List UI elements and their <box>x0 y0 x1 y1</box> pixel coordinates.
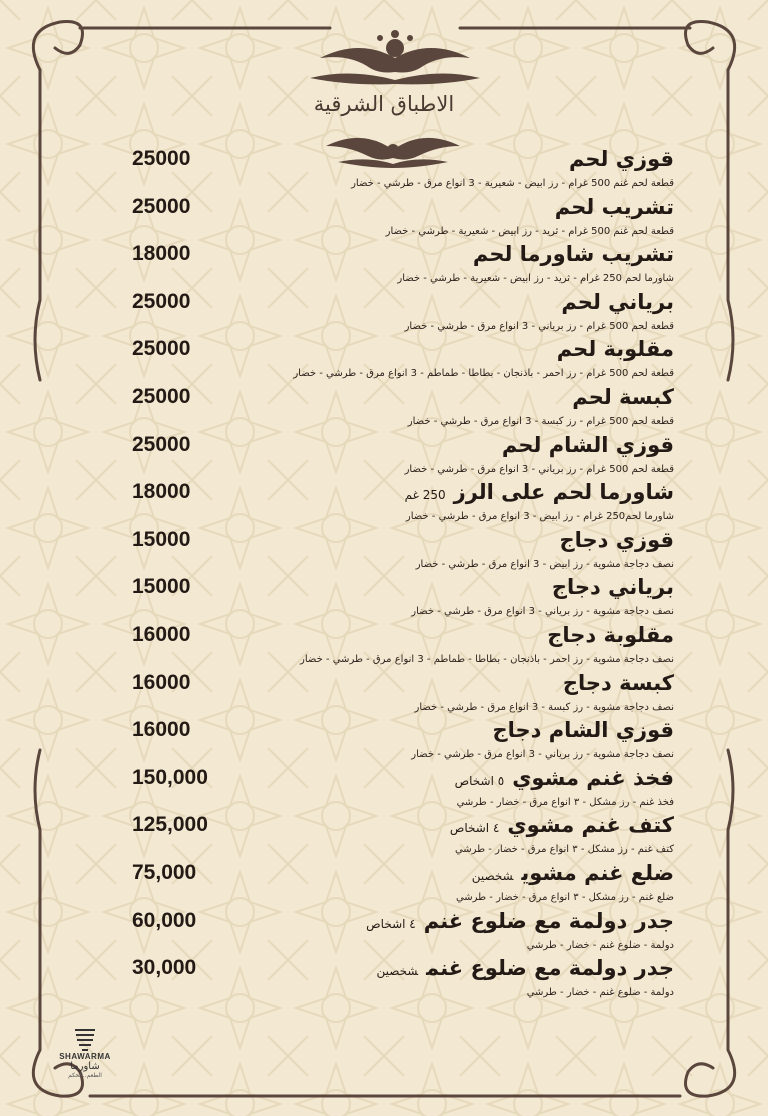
item-price: 16000 <box>132 718 191 742</box>
logo-tagline: الطعم..الحكم <box>68 1072 102 1079</box>
page-title: الاطباق الشرقية <box>313 92 455 116</box>
item-name-text: جدر دولمة مع ضلوع غنم <box>426 956 674 981</box>
item-name <box>555 190 674 224</box>
item-price: 18000 <box>132 242 191 266</box>
item-description: قطعة لحم غنم 500 غرام - رز ابيض - شعيرية - 3 انواع مرق - طرشي - خضار <box>351 178 674 189</box>
item-description: نصف دجاجة مشوية - رز احمر - باذنجان - بطاطا - طماطم - 3 انواع مرق - طرشي - خضار <box>300 654 674 665</box>
item-name-text: شاورما لحم على الرز <box>453 480 674 505</box>
item-serving-note: شخصين <box>471 869 514 883</box>
item-price: 25000 <box>132 194 191 218</box>
item-description: نصف دجاجة مشوية - رز ابيض - 3 انواع مرق - طرشي - خضار <box>415 558 674 570</box>
shawarma-logo <box>50 1028 120 1086</box>
item-price: 18000 <box>132 480 191 504</box>
item-price: 25000 <box>132 385 191 408</box>
item-description: قطعة لحم غنم 500 غرام - ثريد - رز ابيض - شعيرية - طرشي - خضار <box>385 225 674 237</box>
menu-item <box>0 475 768 523</box>
item-name-text: كتف غنم مشوي <box>507 813 674 838</box>
item-description: دولمة - ضلوع غنم - خضار - طرشي <box>526 939 674 951</box>
logo-english-text: SHAWARMA <box>59 1052 111 1061</box>
menu-item <box>0 904 768 952</box>
item-description: نصف دجاجة مشوية - رز برياني - 3 انواع مرق - طرشي - خضار <box>411 749 674 761</box>
item-serving-note: ٤ اشخاص <box>366 916 416 931</box>
item-serving-note: شخصين <box>376 964 419 979</box>
menu-item <box>0 237 768 285</box>
menu-item <box>0 713 768 761</box>
item-serving-note: ٥ اشخاص <box>454 773 505 788</box>
item-name-text: برياني لحم <box>561 289 674 314</box>
logo-arabic-text: شاورما <box>70 1061 100 1072</box>
menu-item <box>0 190 768 238</box>
item-name <box>455 761 674 795</box>
item-price: 150,000 <box>132 765 208 789</box>
menu-item <box>0 523 768 571</box>
menu-item <box>0 142 768 190</box>
shawarma-logo-icon <box>72 1028 98 1052</box>
top-ornament <box>300 28 490 88</box>
item-price: 125,000 <box>132 813 208 837</box>
item-price: 16000 <box>132 670 191 694</box>
menu-item <box>0 666 768 714</box>
item-price: 75,000 <box>132 861 197 884</box>
item-name <box>569 142 674 176</box>
item-price: 15000 <box>132 575 191 599</box>
item-name <box>377 951 674 985</box>
item-description: قطعة لحم 500 غرام - رز احمر - باذنجان - بطاطا - طماطم - 3 انواع مرق - طرشي - خضار <box>293 368 674 380</box>
menu-item <box>0 618 768 666</box>
item-price: 25000 <box>132 289 191 313</box>
item-name-text: كبسة لحم <box>572 385 674 409</box>
menu-item <box>0 428 768 476</box>
item-price: 25000 <box>132 147 191 170</box>
item-name <box>405 475 674 509</box>
item-name-text: تشريب شاورما لحم <box>472 242 674 267</box>
item-name-text: قوزي لحم <box>568 147 674 171</box>
item-name <box>366 904 674 938</box>
item-price: 16000 <box>132 623 191 646</box>
item-name <box>547 618 674 652</box>
item-name <box>450 808 674 842</box>
item-price: 25000 <box>132 432 191 456</box>
item-price: 15000 <box>132 527 191 551</box>
item-name-text: تشريب لحم <box>554 194 674 219</box>
item-name-text: قوزي الشام لحم <box>501 432 674 457</box>
item-name-text: مقلوبة لحم <box>556 337 674 362</box>
item-name <box>472 856 674 890</box>
item-description: دولمة - ضلوع غنم - خضار - طرشي <box>526 987 674 999</box>
item-name <box>572 380 674 414</box>
item-serving-note: 250 غم <box>404 488 446 503</box>
item-name-text: قوزي الشام دجاج <box>492 718 674 743</box>
item-description: نصف دجاجة مشوية - رز كبسة - 3 انواع مرق - طرشي - خضار <box>414 701 674 713</box>
item-name <box>557 332 674 366</box>
item-description: ضلع غنم - رز مشكل - ٣ انواع مرق - خضار - طرشي <box>455 892 674 903</box>
item-name-text: قوزي دجاج <box>559 527 674 552</box>
item-description: قطعة لحم 500 غرام - رز كبسة - 3 انواع مرق - طرشي - خضار <box>407 416 674 427</box>
menu-item <box>0 951 768 999</box>
menu-item <box>0 856 768 904</box>
item-name <box>502 428 674 462</box>
item-description: قطعة لحم 500 غرام - رز برياني - 3 انواع مرق - طرشي - خضار <box>404 463 674 475</box>
item-name-text: كبسة دجاج <box>562 670 674 695</box>
menu-item <box>0 808 768 856</box>
item-name-text: مقلوبة دجاج <box>547 623 674 647</box>
menu-item <box>0 761 768 809</box>
menu-item <box>0 285 768 333</box>
item-name <box>473 237 674 271</box>
item-description: شاورما لحم 250 غرام - ثريد - رز ابيض - شعيرية - طرشي - خضار <box>397 273 674 285</box>
item-price: 25000 <box>132 337 191 361</box>
item-name-text: فخذ غنم مشوي <box>512 765 674 790</box>
item-description: شاورما لحم250 غرام - رز ابيض - 3 انواع مرق - طرشي - خضار <box>405 511 674 523</box>
item-description: فخذ غنم - رز مشكل - ٣ انواع مرق - خضار - طرشي <box>456 796 674 808</box>
item-name <box>492 713 674 747</box>
item-name-text: ضلع غنم مشوي <box>521 861 674 885</box>
menu-item <box>0 570 768 618</box>
menu-item <box>0 332 768 380</box>
item-name <box>563 666 674 700</box>
item-name-text: برياني دجاج <box>551 575 674 600</box>
item-price: 30,000 <box>132 956 197 980</box>
item-name <box>560 523 675 557</box>
item-name <box>552 570 674 604</box>
menu-item <box>0 380 768 428</box>
item-price: 60,000 <box>132 908 197 932</box>
item-description: نصف دجاجة مشوية - رز برياني - 3 انواع مرق - طرشي - خضار <box>411 606 674 618</box>
item-serving-note: ٤ اشخاص <box>449 821 500 836</box>
item-name-text: جدر دولمة مع ضلوع غنم <box>423 908 674 933</box>
item-name <box>561 285 674 319</box>
item-description: كتف غنم - رز مشكل - ٣ انواع مرق - خضار - طرشي <box>454 844 674 856</box>
item-description: قطعة لحم 500 غرام - رز برياني - 3 انواع مرق - طرشي - خضار <box>404 320 674 332</box>
